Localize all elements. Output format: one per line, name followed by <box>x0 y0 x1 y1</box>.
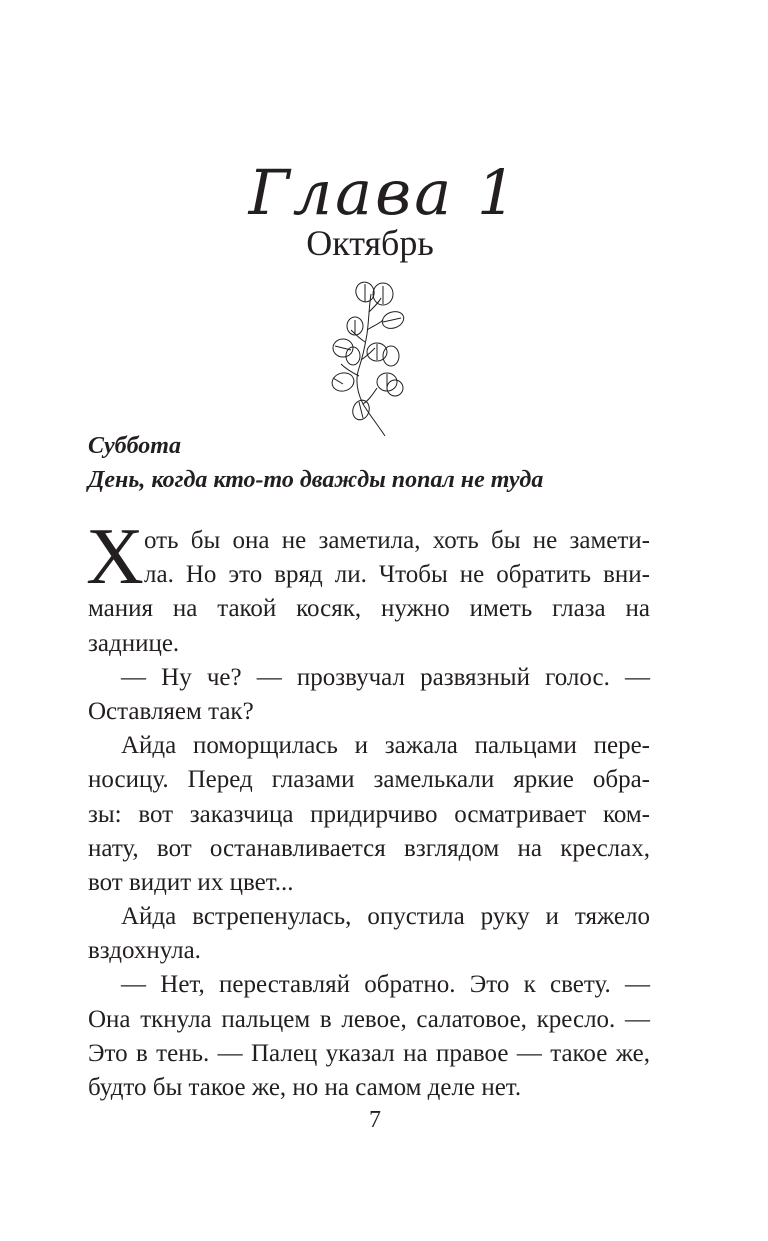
text-line: — Ну че? — прозвучал развязный голос. — <box>121 663 650 691</box>
text-line: носицу. Перед глазами замелькали яркие обра- <box>88 766 650 794</box>
section-day: Суббота <box>88 433 181 459</box>
text-line: ла. Но это вряд ли. Чтобы не обратить вни- <box>144 561 650 589</box>
text-line: мания на такой косяк, нужно иметь глаза на <box>88 595 650 623</box>
eucalyptus-branch-icon <box>325 276 415 438</box>
text-line: нату, вот останавливается взглядом на креслах, <box>88 834 650 862</box>
section-title: День, когда кто-то дважды попал не туда <box>88 467 544 493</box>
text-line: будто бы такое же, но на самом деле нет. <box>88 1074 522 1101</box>
text-line: Айда встрепенулась, опустила руку и тяжело <box>121 903 650 931</box>
text-line: Айда поморщилась и зажала пальцами пере- <box>121 732 650 760</box>
text-line: Это в тень. — Палец указал на правое — такое же, <box>88 1039 650 1067</box>
text-line: вздохнула. <box>88 937 201 965</box>
text-line: оть бы она не заметила, хоть бы не замети- <box>144 527 650 554</box>
text-line: зы: вот заказчица придирчиво осматривает ком- <box>88 800 650 828</box>
text-line: Оставляем так? <box>88 697 254 725</box>
text-line: Она ткнула пальцем в левое, салатовое, кресло. — <box>88 1005 650 1033</box>
text-line: заднице. <box>88 629 180 657</box>
page-number: 7 <box>369 1107 381 1133</box>
drop-cap: Х <box>86 513 144 601</box>
chapter-subtitle: Октябрь <box>306 223 434 263</box>
text-line: — Нет, переставляй обратно. Это к свету. — <box>121 971 650 999</box>
text-line: вот видит их цвет... <box>88 868 294 896</box>
body-text <box>86 513 650 1105</box>
chapter-heading: Глава 1 <box>248 156 520 229</box>
